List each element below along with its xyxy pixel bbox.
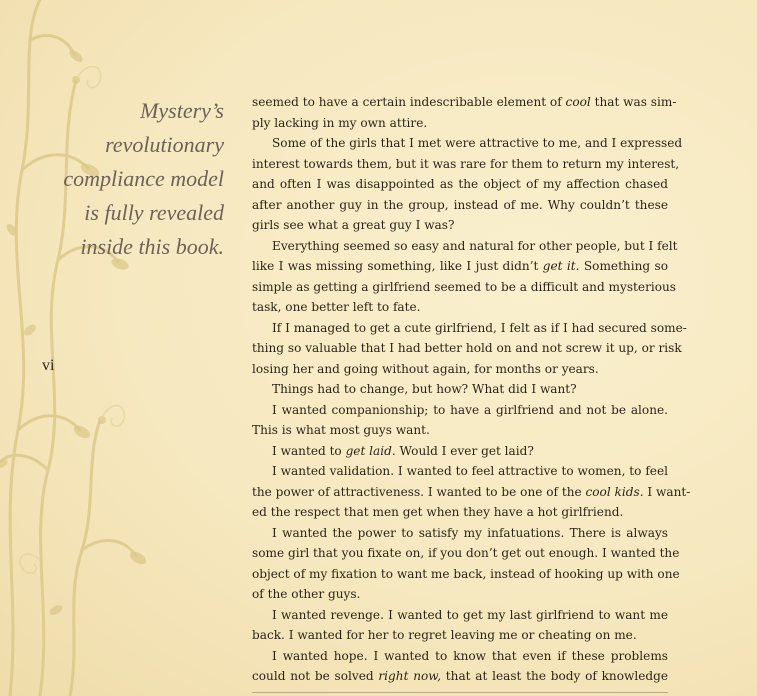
italic-emphasis: right now, (378, 669, 442, 683)
text-line: and often I was disappointed as the object of my affection chased (252, 177, 668, 191)
paragraph-first-line: If I managed to get a cute girlfriend, I felt as if I had secured some- (272, 320, 687, 335)
text-line: ply lacking in my own attire. (252, 115, 428, 130)
italic-emphasis: cool kids. (585, 484, 644, 499)
text-line: thing so valuable that I had better hold on and not screw it up, or risk (252, 341, 682, 355)
italic-emphasis: get laid. (345, 443, 396, 458)
text-line: some girl that you fixate on, if you don’t get out enough. I wanted the (252, 546, 680, 560)
text-line: girls see what a great guy I was? (252, 218, 455, 232)
text-line: of the other guys. (252, 587, 361, 601)
pull-quote-line: is fully revealed (84, 200, 224, 225)
text-line: task, one better left to fate. (252, 300, 421, 314)
text-line: interest towards them, but it was rare for them to return my interest, (252, 156, 680, 171)
paragraph-first-line: I wanted validation. I wanted to feel attractive to women, to feel (272, 464, 668, 478)
page-bottom-rule (252, 692, 668, 693)
body-text (252, 92, 691, 687)
pull-quote-line: inside this book. (80, 234, 224, 259)
pull-quote-line: Mystery’s (140, 98, 224, 123)
text-line: object of my fixation to want me back, instead of hooking up with one (252, 566, 680, 581)
text-line: like I was missing something, like I just didn’t get it. Something so (252, 259, 668, 273)
pull-quote (30, 94, 224, 264)
italic-emphasis: cool (565, 95, 591, 109)
paragraph-first-line: Everything seemed so easy and natural for other people, but I felt (272, 238, 678, 253)
text-line: simple as getting a girlfriend seemed to be a difficult and mysterious (252, 279, 676, 294)
text-line: the power of attractiveness. I wanted to be one of the cool kids. I want- (252, 484, 691, 499)
text-line: could not be solved right now, that at least the body of knowledge (252, 669, 669, 683)
paragraph-first-line: Things had to change, but how? What did I want? (272, 382, 577, 396)
text-line: This is what most guys want. (252, 423, 430, 437)
text-line: back. I wanted for her to regret leaving me or cheating on me. (252, 628, 637, 642)
paragraph-first-line: Some of the girls that I met were attractive to me, and I expressed (272, 136, 683, 150)
text-line: seemed to have a certain indescribable element of cool that was sim- (252, 95, 677, 109)
paragraph-first-line: I wanted the power to satisfy my infatuations. There is always (272, 525, 668, 540)
page-number: vi (42, 357, 55, 374)
paragraph-first-line: I wanted hope. I wanted to know that even if these problems (272, 648, 668, 663)
italic-emphasis: get it. (542, 259, 580, 273)
paragraph-first-line: I wanted companionship; to have a girlfriend and not be alone. (272, 402, 668, 417)
paragraph-first-line: I wanted to get laid. Would I ever get laid? (272, 443, 534, 458)
text-line: losing her and going without again, for months or years. (252, 361, 599, 376)
pull-quote-line: revolutionary (105, 132, 224, 157)
pull-quote-line: compliance model (63, 166, 224, 191)
text-line: ed the respect that men get when they have a hot girlfriend. (252, 505, 624, 519)
paragraph-first-line: I wanted revenge. I wanted to get my last girlfriend to want me (272, 607, 668, 622)
text-line: after another guy in the group, instead of me. Why couldn’t these (252, 197, 668, 212)
